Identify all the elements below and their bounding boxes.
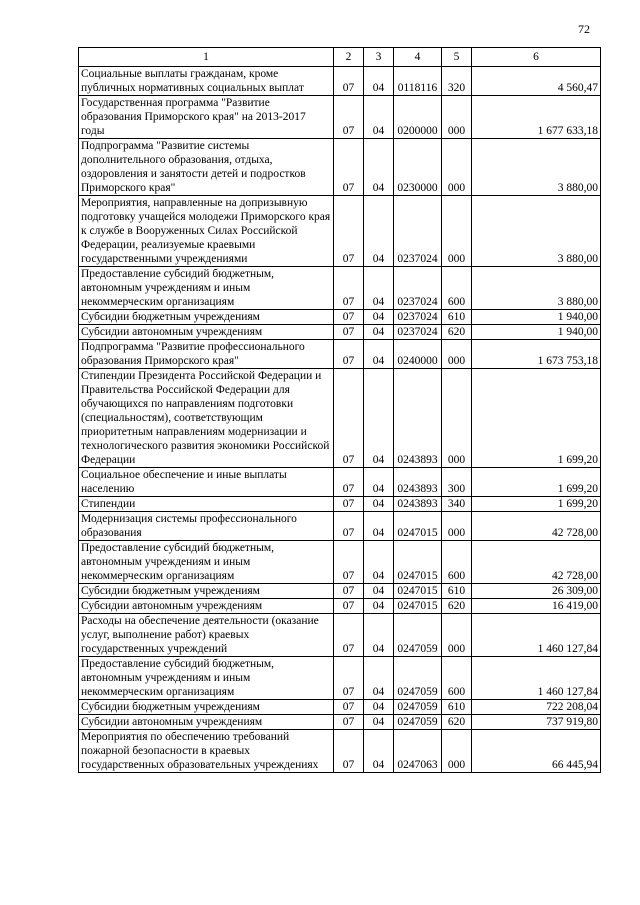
subsection-code: 04 [364,497,394,512]
target-article-code: 0237024 [394,267,442,310]
row-name: Подпрограмма "Развитие профессионального образования Приморского края" [79,340,334,369]
section-code: 07 [334,267,364,310]
table-row [79,340,601,369]
table-row [79,96,601,139]
target-article-code: 0200000 [394,96,442,139]
row-name: Расходы на обеспечение деятельности (оказание услуг, выполнение работ) краевых государственных учреждений [79,614,334,657]
table-row [79,715,601,730]
target-article-code: 0237024 [394,325,442,340]
subsection-code: 04 [364,715,394,730]
expense-type-code: 300 [442,468,472,497]
expense-type-code: 620 [442,599,472,614]
table-row [79,584,601,599]
section-code: 07 [334,196,364,267]
row-name: Субсидии автономным учреждениям [79,325,334,340]
subsection-code: 04 [364,584,394,599]
table-row [79,599,601,614]
row-name: Субсидии автономным учреждениям [79,715,334,730]
expense-type-code: 000 [442,196,472,267]
table-header-row [79,48,601,67]
subsection-code: 04 [364,196,394,267]
target-article-code: 0247015 [394,541,442,584]
row-name: Предоставление субсидий бюджетным, автономным учреждениям и иным некоммерческим организациям [79,267,334,310]
amount: 1 699,20 [472,468,601,497]
subsection-code: 04 [364,614,394,657]
target-article-code: 0247015 [394,599,442,614]
target-article-code: 0237024 [394,196,442,267]
column-header-4: 4 [394,48,442,67]
row-name: Предоставление субсидий бюджетным, автономным учреждениям и иным некоммерческим организациям [79,541,334,584]
subsection-code: 04 [364,340,394,369]
target-article-code: 0247059 [394,657,442,700]
amount: 1 460 127,84 [472,657,601,700]
subsection-code: 04 [364,67,394,96]
expense-type-code: 320 [442,67,472,96]
column-header-3: 3 [364,48,394,67]
section-code: 07 [334,512,364,541]
table-row [79,468,601,497]
subsection-code: 04 [364,369,394,468]
subsection-code: 04 [364,96,394,139]
table-row [79,369,601,468]
row-name: Стипендии [79,497,334,512]
table-row [79,541,601,584]
section-code: 07 [334,599,364,614]
column-header-5: 5 [442,48,472,67]
target-article-code: 0243893 [394,468,442,497]
row-name: Субсидии бюджетным учреждениям [79,310,334,325]
row-name: Социальное обеспечение и иные выплаты населению [79,468,334,497]
expense-type-code: 600 [442,657,472,700]
expense-type-code: 620 [442,715,472,730]
target-article-code: 0247059 [394,614,442,657]
subsection-code: 04 [364,512,394,541]
section-code: 07 [334,96,364,139]
table-row [79,67,601,96]
target-article-code: 0237024 [394,310,442,325]
subsection-code: 04 [364,730,394,773]
row-name: Субсидии бюджетным учреждениям [79,700,334,715]
subsection-code: 04 [364,325,394,340]
target-article-code: 0247059 [394,715,442,730]
amount: 1 677 633,18 [472,96,601,139]
amount: 42 728,00 [472,541,601,584]
amount: 3 880,00 [472,139,601,196]
page-number: 72 [578,22,590,36]
expense-type-code: 610 [442,310,472,325]
expense-type-code: 620 [442,325,472,340]
section-code: 07 [334,139,364,196]
table-row [79,730,601,773]
table-row [79,700,601,715]
column-header-2: 2 [334,48,364,67]
row-name: Государственная программа "Развитие образования Приморского края" на 2013-2017 годы [79,96,334,139]
amount: 16 419,00 [472,599,601,614]
budget-table [78,47,601,773]
table-row [79,139,601,196]
table-row [79,497,601,512]
target-article-code: 0243893 [394,497,442,512]
amount: 722 208,04 [472,700,601,715]
amount: 66 445,94 [472,730,601,773]
section-code: 07 [334,730,364,773]
section-code: 07 [334,67,364,96]
table-row [79,267,601,310]
expense-type-code: 610 [442,584,472,599]
section-code: 07 [334,340,364,369]
amount: 1 460 127,84 [472,614,601,657]
amount: 26 309,00 [472,584,601,599]
target-article-code: 0240000 [394,340,442,369]
expense-type-code: 340 [442,497,472,512]
table-row [79,657,601,700]
expense-type-code: 600 [442,541,472,584]
row-name: Социальные выплаты гражданам, кроме публичных нормативных социальных выплат [79,67,334,96]
section-code: 07 [334,715,364,730]
target-article-code: 0247015 [394,584,442,599]
row-name: Модернизация системы профессионального образования [79,512,334,541]
table-body [79,67,601,773]
section-code: 07 [334,614,364,657]
subsection-code: 04 [364,468,394,497]
subsection-code: 04 [364,657,394,700]
row-name: Субсидии бюджетным учреждениям [79,584,334,599]
subsection-code: 04 [364,700,394,715]
target-article-code: 0118116 [394,67,442,96]
row-name: Подпрограмма "Развитие системы дополнительного образования, отдыха, оздоровления и занятости детей и подростков Приморского края" [79,139,334,196]
row-name: Мероприятия по обеспечению требований пожарной безопасности в краевых государственных образовательных учреждениях [79,730,334,773]
amount: 1 940,00 [472,310,601,325]
section-code: 07 [334,468,364,497]
table-row [79,325,601,340]
table-row [79,614,601,657]
target-article-code: 0230000 [394,139,442,196]
subsection-code: 04 [364,267,394,310]
expense-type-code: 000 [442,614,472,657]
amount: 737 919,80 [472,715,601,730]
target-article-code: 0243893 [394,369,442,468]
subsection-code: 04 [364,541,394,584]
target-article-code: 0247015 [394,512,442,541]
expense-type-code: 600 [442,267,472,310]
target-article-code: 0247063 [394,730,442,773]
section-code: 07 [334,369,364,468]
row-name: Субсидии автономным учреждениям [79,599,334,614]
subsection-code: 04 [364,599,394,614]
table-row [79,196,601,267]
section-code: 07 [334,541,364,584]
expense-type-code: 000 [442,369,472,468]
section-code: 07 [334,657,364,700]
section-code: 07 [334,700,364,715]
table-row [79,512,601,541]
expense-type-code: 610 [442,700,472,715]
column-header-6: 6 [472,48,601,67]
row-name: Стипендии Президента Российской Федерации и Правительства Российской Федерации для обучающихся по направлениям подготовки (специальностям), соответствующим приоритетным направлениям модернизации и технологического развития экономики Российской Федерации [79,369,334,468]
table-row [79,310,601,325]
amount: 3 880,00 [472,196,601,267]
row-name: Предоставление субсидий бюджетным, автономным учреждениям и иным некоммерческим организациям [79,657,334,700]
column-header-1: 1 [79,48,334,67]
section-code: 07 [334,497,364,512]
section-code: 07 [334,584,364,599]
amount: 1 673 753,18 [472,340,601,369]
amount: 1 699,20 [472,369,601,468]
amount: 4 560,47 [472,67,601,96]
section-code: 07 [334,310,364,325]
expense-type-code: 000 [442,340,472,369]
subsection-code: 04 [364,139,394,196]
expense-type-code: 000 [442,512,472,541]
row-name: Мероприятия, направленные на допризывную подготовку учащейся молодежи Приморского края к службе в Вооруженных Силах Российской Федерации, реализуемые краевыми государственными учреждениями [79,196,334,267]
amount: 1 940,00 [472,325,601,340]
amount: 1 699,20 [472,497,601,512]
expense-type-code: 000 [442,730,472,773]
section-code: 07 [334,325,364,340]
amount: 3 880,00 [472,267,601,310]
subsection-code: 04 [364,310,394,325]
target-article-code: 0247059 [394,700,442,715]
expense-type-code: 000 [442,96,472,139]
expense-type-code: 000 [442,139,472,196]
amount: 42 728,00 [472,512,601,541]
